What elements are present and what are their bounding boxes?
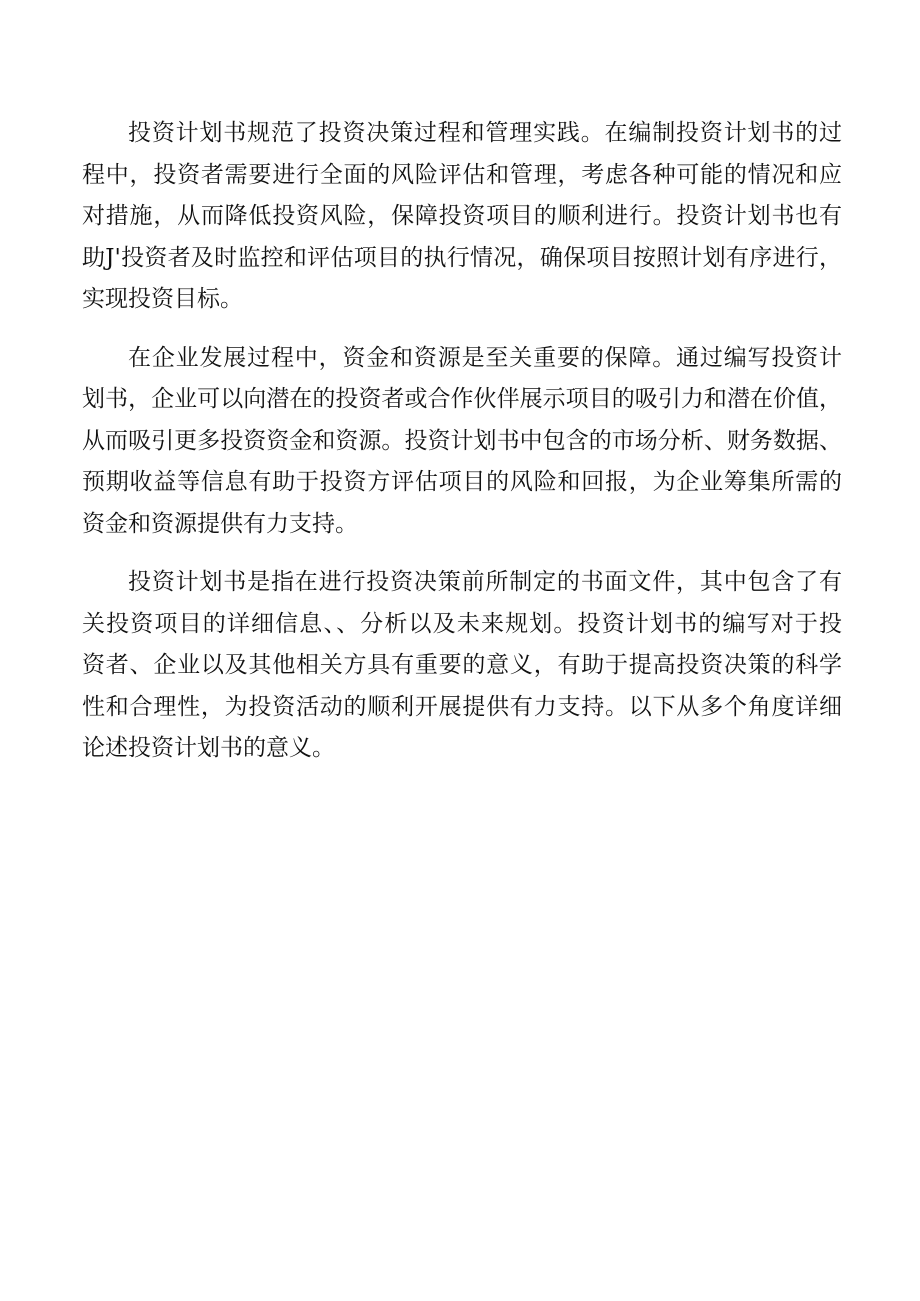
paragraph-line: 性和合理性，为投资活动的顺利开展提供有力支持。以下从多个角度详细 xyxy=(82,693,842,720)
paragraph-line: 划书，企业可以向潜在的投资者或合作伙伴展示项目的吸引力和潜在价值， xyxy=(82,386,842,412)
paragraph-line: 投资计划书规范了投资决策过程和管理实践。在编制投资计划书的过 xyxy=(128,120,842,146)
paragraph-1 xyxy=(82,113,842,321)
paragraph-line: 在企业发展过程中，资金和资源是至关重要的保障。通过编写投资计 xyxy=(128,344,842,371)
body-text xyxy=(82,113,842,787)
paragraph-line: 投资计划书是指在进行投资决策前所制定的书面文件，其中包含了有 xyxy=(128,569,842,595)
paragraph-line: 资金和资源提供有力支持。 xyxy=(82,510,358,537)
paragraph-line: 资者、企业以及其他相关方具有重要的意义，有助于提高投资决策的科学 xyxy=(82,652,842,678)
paragraph-line: 对措施，从而降低投资风险，保障投资项目的顺利进行。投资计划书也有 xyxy=(82,203,842,229)
paragraph-line: 从而吸引更多投资资金和资源。投资计划书中包含的市场分析、财务数据、 xyxy=(82,427,842,454)
paragraph-line: 论述投资计划书的意义。 xyxy=(82,735,335,761)
paragraph-line: 助J'投资者及时监控和评估项目的执行情况，确保项目按照计划有序进行， xyxy=(82,244,842,271)
paragraph-line: 关投资项目的详细信息、、分析以及未来规划。投资计划书的编写对于投 xyxy=(82,610,842,637)
paragraph-line: 程中，投资者需要进行全面的风险评估和管理，考虑各种可能的情况和应 xyxy=(82,161,842,188)
paragraph-2 xyxy=(82,338,842,546)
paragraph-line: 预期收益等信息有助于投资方评估项目的风险和回报，为企业筹集所需的 xyxy=(82,469,842,495)
paragraph-3 xyxy=(82,562,842,770)
paragraph-line: 实现投资目标。 xyxy=(82,286,243,312)
